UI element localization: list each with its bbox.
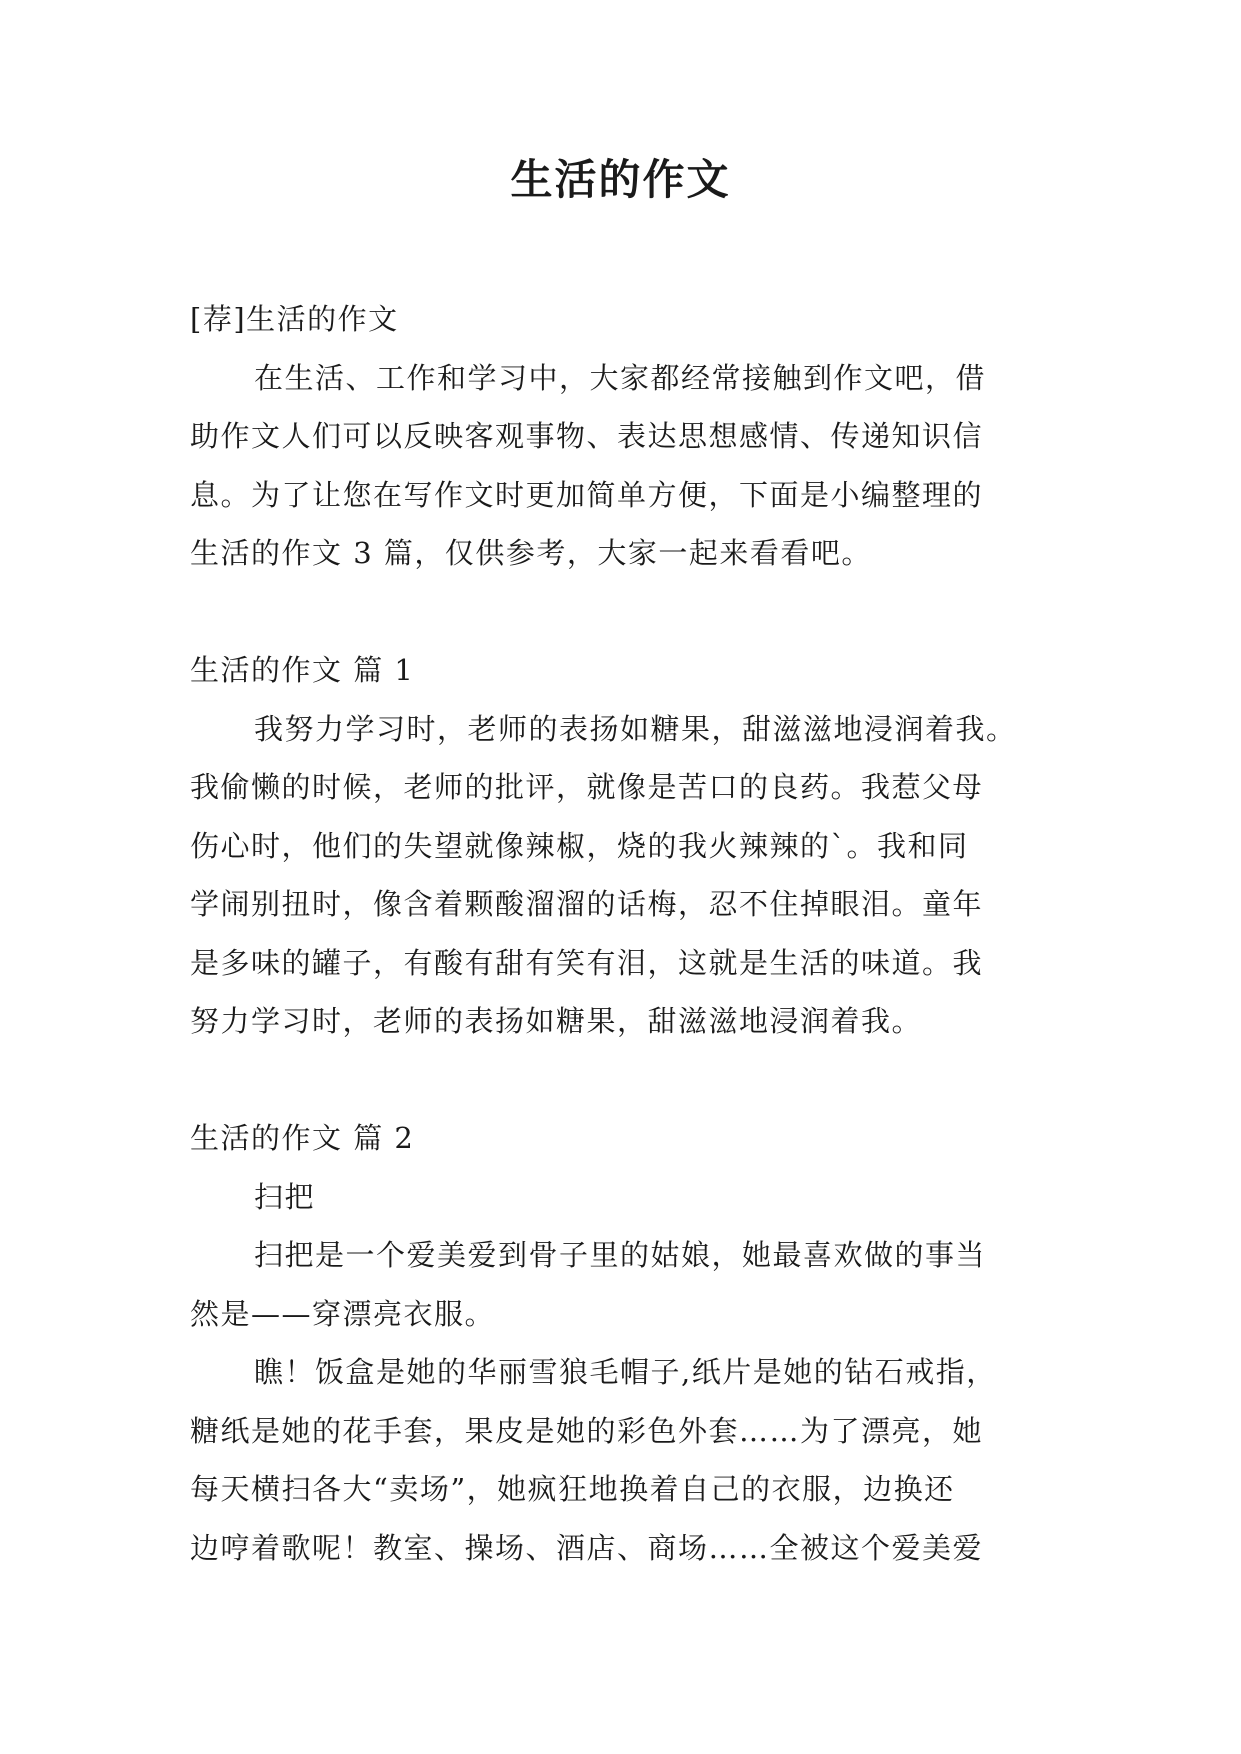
section-2-heading: 生活的作文 篇 2 <box>190 1121 415 1155</box>
intro-heading: [荐]生活的作文 <box>190 302 399 336</box>
section-2-subtitle: 扫把 <box>254 1179 316 1214</box>
section-2-line: 扫把是一个爱美爱到骨子里的姑娘，她最喜欢做的事当 <box>254 1238 987 1272</box>
section-2-line: 边哼着歌呢！教室、操场、酒店、商场……全被这个爱美爱 <box>190 1530 984 1565</box>
intro-line: 助作文人们可以反映客观事物、表达思想感情、传递知识信 <box>190 419 984 453</box>
section-1-line: 我努力学习时，老师的表扬如糖果，甜滋滋地浸润着我。 <box>254 711 1017 746</box>
section-2-line: 每天横扫各大“卖场”，她疯狂地换着自己的衣服，边换还 <box>190 1472 955 1506</box>
section-1-heading: 生活的作文 篇 1 <box>190 653 415 687</box>
section-gap <box>190 583 1055 642</box>
section-1-line: 努力学习时，老师的表扬如糖果，甜滋滋地浸润着我。 <box>190 1004 923 1038</box>
document-title: 生活的作文 <box>510 155 731 204</box>
intro-line: 生活的作文 3 篇，仅供参考，大家一起来看看吧。 <box>190 536 872 570</box>
section-2-line: 然是——穿漂亮衣服。 <box>190 1296 496 1331</box>
section-gap <box>190 1051 1055 1110</box>
intro-line: 息。为了让您在写作文时更加简单方便，下面是小编整理的 <box>190 477 984 512</box>
section-1-line: 我偷懒的时候，老师的批评，就像是苦口的良药。我惹父母 <box>190 770 984 804</box>
section-1-line: 是多味的罐子，有酸有甜有笑有泪，这就是生活的味道。我 <box>190 945 984 980</box>
intro-line: 在生活、工作和学习中，大家都经常接触到作文吧，借 <box>254 360 987 395</box>
section-2-line: 糖纸是她的花手套，果皮是她的彩色外套……为了漂亮，她 <box>190 1413 984 1448</box>
section-2-line: 瞧！饭盒是她的华丽雪狼毛帽子,纸片是她的钻石戒指， <box>254 1355 997 1389</box>
section-1-line: 学闹别扭时，像含着颗酸溜溜的话梅，忍不住掉眼泪。童年 <box>190 887 984 921</box>
section-1-line: 伤心时，他们的失望就像辣椒，烧的我火辣辣的`。我和同 <box>190 828 969 863</box>
document-body <box>190 290 1055 1577</box>
